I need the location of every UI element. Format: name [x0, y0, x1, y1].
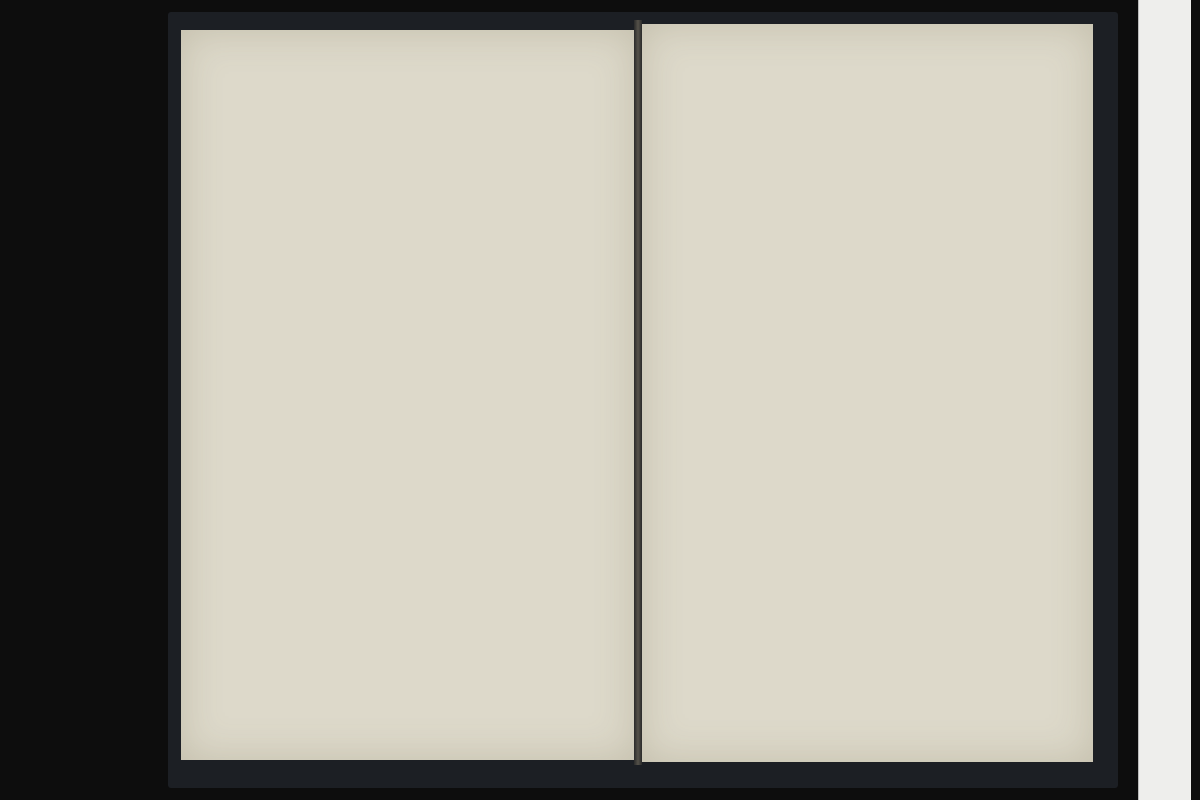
left-page	[181, 30, 636, 760]
book-gutter	[634, 20, 642, 765]
right-page	[641, 24, 1093, 762]
measuring-ruler	[1138, 0, 1191, 800]
